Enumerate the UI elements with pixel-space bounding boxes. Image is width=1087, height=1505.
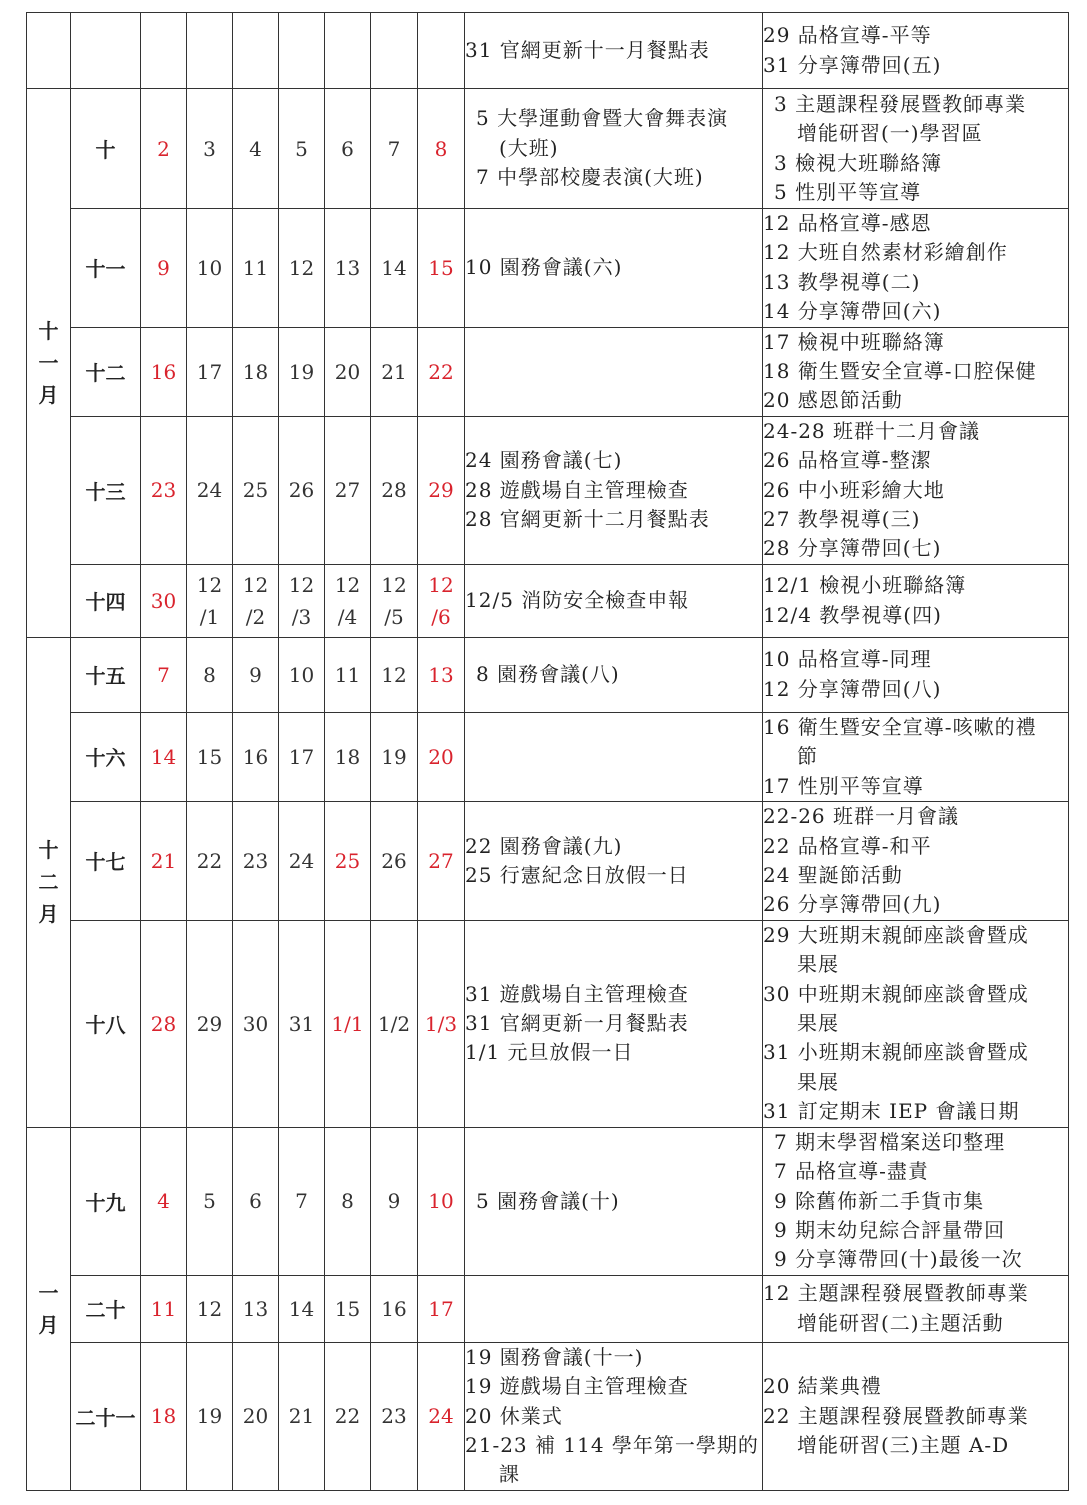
activity-line: 17 性別平等宣導 — [763, 773, 924, 798]
events-cell — [465, 637, 763, 712]
activity-line: 7 期末學習檔案送印整理 — [763, 1129, 1006, 1154]
day-cell: 3 — [187, 89, 233, 209]
month-label-char: 月 — [38, 1312, 59, 1337]
day-part: /6 — [431, 604, 451, 629]
day-cell: 28 — [371, 416, 418, 564]
day-cell: 21 — [371, 327, 418, 416]
activities-cell — [763, 712, 1069, 801]
event-line: 20 休業式 — [465, 1403, 563, 1428]
day-cell: 31 — [279, 920, 325, 1127]
day-cell-empty — [418, 13, 465, 89]
day-cell: 14 — [141, 712, 187, 801]
day-cell: 16 — [141, 327, 187, 416]
week-row — [27, 327, 1069, 416]
day-cell: 6 — [233, 1127, 279, 1275]
day-cell: 14 — [371, 209, 418, 328]
week-cell-empty — [71, 13, 141, 89]
event-line: 25 行憲紀念日放假一日 — [465, 862, 689, 887]
day-cell — [325, 564, 371, 637]
day-cell: 26 — [279, 416, 325, 564]
day-cell-empty — [371, 13, 418, 89]
day-cell: 4 — [233, 89, 279, 209]
day-cell: 4 — [141, 1127, 187, 1275]
month-label-char: 十 — [38, 318, 59, 343]
day-cell: 17 — [279, 712, 325, 801]
day-cell: 15 — [418, 209, 465, 328]
week-number: 十九 — [71, 1127, 141, 1275]
events-cell — [465, 327, 763, 416]
day-cell: 22 — [187, 802, 233, 921]
activity-line: 26 分享簿帶回(九) — [763, 892, 942, 917]
day-cell: 5 — [187, 1127, 233, 1275]
day-cell: 5 — [279, 89, 325, 209]
activity-line: 22 品格宣導-和平 — [763, 833, 932, 858]
week-row — [27, 920, 1069, 1127]
activity-line: 10 品格宣導-同理 — [763, 647, 932, 672]
event-line: 31 官網更新一月餐點表 — [465, 1011, 689, 1036]
day-cell: 10 — [187, 209, 233, 328]
day-cell: 11 — [325, 637, 371, 712]
week-row — [27, 1342, 1069, 1490]
events-cell — [465, 802, 763, 921]
day-cell: 12 — [371, 637, 418, 712]
week-number: 十 — [71, 89, 141, 209]
day-cell: 20 — [418, 712, 465, 801]
event-line: 10 園務會議(六) — [465, 255, 623, 280]
day-cell: 20 — [233, 1342, 279, 1490]
events-cell — [465, 13, 763, 89]
day-cell: 20 — [325, 327, 371, 416]
day-cell: 10 — [279, 637, 325, 712]
day-cell: 30 — [141, 564, 187, 637]
day-cell: 15 — [187, 712, 233, 801]
activity-line: 30 中班期末親師座談會暨成 — [763, 981, 1029, 1006]
activity-line: 26 中小班彩繪大地 — [763, 477, 945, 502]
day-cell: 8 — [325, 1127, 371, 1275]
week-number: 二十 — [71, 1275, 141, 1342]
events-cell — [465, 89, 763, 209]
week-number: 十八 — [71, 920, 141, 1127]
week-number: 十三 — [71, 416, 141, 564]
activity-line: 3 檢視大班聯絡簿 — [763, 150, 943, 175]
day-cell: 1/2 — [371, 920, 418, 1127]
week-number: 十六 — [71, 712, 141, 801]
day-cell: 7 — [371, 89, 418, 209]
day-cell: 23 — [141, 416, 187, 564]
day-cell: 23 — [233, 802, 279, 921]
event-line: 12/5 消防安全檢查申報 — [465, 588, 690, 613]
month-label-char: 十 — [38, 838, 59, 863]
day-cell — [187, 564, 233, 637]
day-cell: 23 — [371, 1342, 418, 1490]
events-cell — [465, 1275, 763, 1342]
day-cell: 9 — [233, 637, 279, 712]
day-cell: 19 — [371, 712, 418, 801]
day-cell — [371, 564, 418, 637]
day-cell: 9 — [371, 1127, 418, 1275]
activities-cell — [763, 1275, 1069, 1342]
week-row — [27, 802, 1069, 921]
week-number: 十四 — [71, 564, 141, 637]
week-row — [27, 1127, 1069, 1275]
day-cell — [279, 564, 325, 637]
activity-line: 7 品格宣導-盡責 — [763, 1159, 929, 1184]
day-cell: 28 — [141, 920, 187, 1127]
activity-line: 17 檢視中班聯絡簿 — [763, 329, 945, 354]
activity-line: 29 大班期末親師座談會暨成 — [763, 922, 1029, 947]
event-line: 課 — [499, 1462, 520, 1487]
day-cell: 7 — [279, 1127, 325, 1275]
month-label — [27, 89, 71, 638]
week-row-partial — [27, 13, 1069, 89]
activities-cell — [763, 1342, 1069, 1490]
event-line: 5 大學運動會暨大會舞表演 — [465, 106, 729, 131]
day-cell: 11 — [141, 1275, 187, 1342]
day-part: 12 — [334, 572, 361, 597]
day-cell-empty — [233, 13, 279, 89]
event-line: 21-23 補 114 學年第一學期的 — [465, 1432, 759, 1457]
day-cell: 26 — [371, 802, 418, 921]
activities-cell — [763, 89, 1069, 209]
activity-line: 20 結業典禮 — [763, 1374, 882, 1399]
activities-cell — [763, 416, 1069, 564]
day-cell: 29 — [187, 920, 233, 1127]
event-line: 22 園務會議(九) — [465, 833, 623, 858]
day-cell: 18 — [141, 1342, 187, 1490]
event-line: 7 中學部校慶表演(大班) — [465, 165, 704, 190]
activity-line: 28 分享簿帶回(七) — [763, 536, 942, 561]
day-cell: 12 — [187, 1275, 233, 1342]
month-label — [27, 637, 71, 1127]
week-row — [27, 637, 1069, 712]
day-cell: 19 — [279, 327, 325, 416]
calendar-table — [26, 12, 1069, 1491]
activity-line: 31 分享簿帶回(五) — [763, 52, 942, 77]
activity-line: 24-28 班群十二月會議 — [763, 418, 981, 443]
events-cell — [465, 712, 763, 801]
activity-line: 26 品格宣導-整潔 — [763, 448, 932, 473]
activity-line: 29 品格宣導-平等 — [763, 23, 932, 48]
day-part: /5 — [384, 604, 404, 629]
day-cell: 1/1 — [325, 920, 371, 1127]
activities-cell — [763, 564, 1069, 637]
day-part: 12 — [196, 572, 223, 597]
day-cell: 24 — [187, 416, 233, 564]
day-cell: 27 — [418, 802, 465, 921]
month-label-char: 二 — [38, 870, 59, 895]
week-row — [27, 416, 1069, 564]
month-label-char: 一 — [38, 350, 59, 375]
activity-line: 果展 — [797, 1069, 839, 1094]
day-cell: 11 — [233, 209, 279, 328]
activity-line: 節 — [797, 744, 818, 769]
day-cell: 24 — [418, 1342, 465, 1490]
event-line: 19 遊戲場自主管理檢查 — [465, 1374, 689, 1399]
event-line: (大班) — [499, 135, 559, 160]
activities-cell — [763, 209, 1069, 328]
week-number: 十二 — [71, 327, 141, 416]
day-cell: 17 — [187, 327, 233, 416]
activities-cell — [763, 13, 1069, 89]
day-part: /2 — [245, 604, 266, 629]
events-cell — [465, 1127, 763, 1275]
activity-line: 果展 — [797, 952, 839, 977]
activity-line: 31 小班期末親師座談會暨成 — [763, 1040, 1029, 1065]
activity-line: 5 性別平等宣導 — [763, 179, 922, 204]
day-cell: 6 — [325, 89, 371, 209]
day-cell: 8 — [418, 89, 465, 209]
activity-line: 27 教學視導(三) — [763, 507, 921, 532]
day-cell: 21 — [141, 802, 187, 921]
activity-line: 12 品格宣導-感恩 — [763, 211, 932, 235]
month-label-char: 月 — [38, 382, 59, 407]
day-part: /4 — [337, 604, 358, 629]
activity-line: 9 期末幼兒綜合評量帶回 — [763, 1217, 1006, 1242]
day-cell: 14 — [279, 1275, 325, 1342]
activity-line: 9 除舊佈新二手貨市集 — [763, 1188, 985, 1213]
month-label-char: 一 — [38, 1280, 59, 1305]
day-cell: 27 — [325, 416, 371, 564]
week-number: 二十一 — [71, 1342, 141, 1490]
month-label — [27, 1127, 71, 1490]
event-line: 8 園務會議(八) — [465, 662, 620, 687]
day-cell: 10 — [418, 1127, 465, 1275]
activity-line: 12 主題課程發展暨教師專業 — [763, 1281, 1029, 1306]
day-cell: 25 — [325, 802, 371, 921]
event-line: 28 官網更新十二月餐點表 — [465, 507, 710, 532]
activity-line: 18 衛生暨安全宣導-口腔保健 — [763, 359, 1037, 384]
week-number: 十五 — [71, 637, 141, 712]
day-cell: 25 — [233, 416, 279, 564]
month-label-char: 月 — [38, 902, 59, 927]
activity-line: 增能研習(一)學習區 — [797, 121, 983, 146]
day-cell: 13 — [418, 637, 465, 712]
day-cell: 7 — [141, 637, 187, 712]
day-cell: 13 — [325, 209, 371, 328]
events-cell — [465, 564, 763, 637]
week-row — [27, 712, 1069, 801]
week-row — [27, 209, 1069, 328]
activities-cell — [763, 327, 1069, 416]
activity-line: 31 訂定期末 IEP 會議日期 — [763, 1099, 1020, 1124]
day-part: 12 — [288, 572, 315, 597]
activity-line: 12 分享簿帶回(八) — [763, 676, 942, 701]
day-cell: 12 — [279, 209, 325, 328]
day-cell: 1/3 — [418, 920, 465, 1127]
activity-line: 12/1 檢視小班聯絡簿 — [763, 573, 967, 598]
day-part: /3 — [291, 604, 312, 629]
activity-line: 16 衛生暨安全宣導-咳嗽的禮 — [763, 714, 1037, 739]
day-cell: 30 — [233, 920, 279, 1127]
activity-line: 果展 — [797, 1011, 839, 1036]
day-cell: 18 — [233, 327, 279, 416]
day-cell: 17 — [418, 1275, 465, 1342]
day-cell: 29 — [418, 416, 465, 564]
activities-cell — [763, 920, 1069, 1127]
event-line: 31 遊戲場自主管理檢查 — [465, 981, 689, 1006]
school-calendar — [26, 12, 1068, 1502]
activity-line: 22-26 班群一月會議 — [763, 804, 960, 829]
day-cell: 16 — [233, 712, 279, 801]
day-cell-empty — [187, 13, 233, 89]
event-line: 1/1 元旦放假一日 — [465, 1040, 634, 1065]
activity-line: 9 分享簿帶回(十)最後一次 — [763, 1247, 1023, 1272]
activity-line: 3 主題課程發展暨教師專業 — [763, 91, 1027, 116]
day-cell: 15 — [325, 1275, 371, 1342]
day-cell: 2 — [141, 89, 187, 209]
week-row — [27, 564, 1069, 637]
activity-line: 24 聖誕節活動 — [763, 862, 903, 887]
day-cell: 22 — [418, 327, 465, 416]
events-cell — [465, 209, 763, 328]
event-line: 31 官網更新十一月餐點表 — [465, 37, 710, 62]
activity-line: 22 主題課程發展暨教師專業 — [763, 1403, 1029, 1428]
activity-line: 13 教學視導(二) — [763, 269, 921, 294]
day-cell: 8 — [187, 637, 233, 712]
day-cell: 19 — [187, 1342, 233, 1490]
event-line: 24 園務會議(七) — [465, 448, 623, 473]
day-cell: 9 — [141, 209, 187, 328]
day-cell-empty — [325, 13, 371, 89]
week-number: 十一 — [71, 209, 141, 328]
day-part: 12 — [428, 572, 454, 597]
day-cell: 13 — [233, 1275, 279, 1342]
day-cell: 18 — [325, 712, 371, 801]
activities-cell — [763, 802, 1069, 921]
activities-cell — [763, 1127, 1069, 1275]
day-cell: 16 — [371, 1275, 418, 1342]
day-cell — [418, 564, 465, 637]
activity-line: 14 分享簿帶回(六) — [763, 299, 942, 324]
day-cell — [233, 564, 279, 637]
events-cell — [465, 1342, 763, 1490]
event-line: 28 遊戲場自主管理檢查 — [465, 477, 689, 502]
day-cell: 22 — [325, 1342, 371, 1490]
day-part: 12 — [242, 572, 269, 597]
event-line: 5 園務會議(十) — [465, 1188, 620, 1213]
event-line: 19 園務會議(十一) — [465, 1344, 644, 1369]
week-row — [27, 89, 1069, 209]
events-cell — [465, 416, 763, 564]
day-cell-empty — [279, 13, 325, 89]
day-part: /1 — [199, 604, 220, 629]
activity-line: 12/4 教學視導(四) — [763, 602, 942, 627]
day-cell: 24 — [279, 802, 325, 921]
day-part: 12 — [381, 572, 407, 597]
activities-cell — [763, 637, 1069, 712]
month-cell-empty — [27, 13, 71, 89]
activity-line: 增能研習(二)主題活動 — [797, 1310, 1004, 1335]
activity-line: 20 感恩節活動 — [763, 388, 903, 413]
activity-line: 12 大班自然素材彩繪創作 — [763, 240, 1008, 265]
day-cell: 21 — [279, 1342, 325, 1490]
day-cell-empty — [141, 13, 187, 89]
events-cell — [465, 920, 763, 1127]
week-row — [27, 1275, 1069, 1342]
week-number: 十七 — [71, 802, 141, 921]
activity-line: 增能研習(三)主題 A-D — [797, 1432, 1010, 1457]
